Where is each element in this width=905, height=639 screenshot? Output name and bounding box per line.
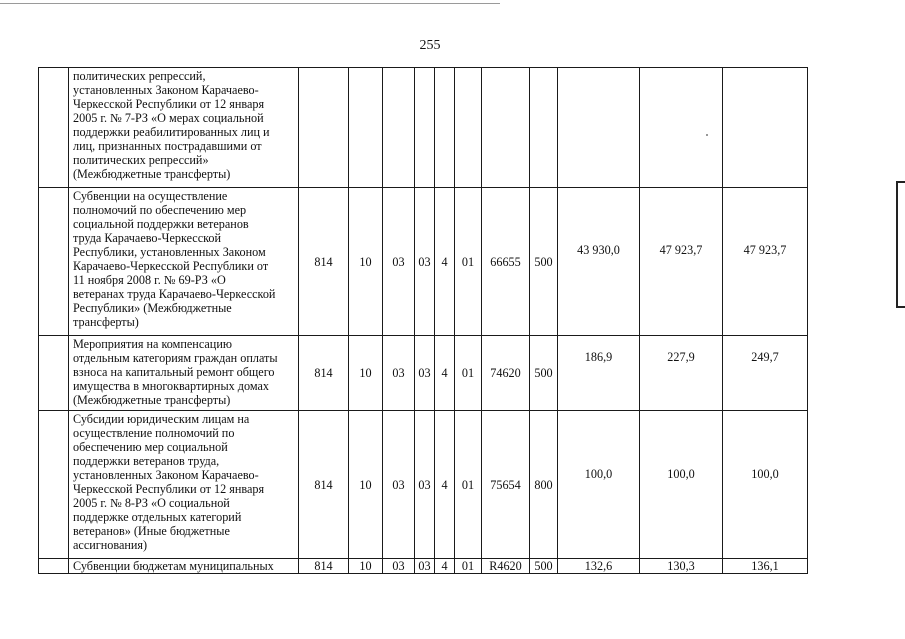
amount-year-2-cell: 227,9 — [640, 336, 723, 411]
table-row — [39, 411, 808, 559]
direction-code-cell: 66655 — [482, 188, 530, 336]
row-name-cell: Субсидии юридическим лицам на осуществление полномочий по обеспечению мер социальной поддержки ветеранов труда, установленных Законом Карачаево- Черкесской Республики от 12 января 2005 г. № 8-РЗ «О социальной поддержке отдельных категорий ветеранов» (Иные бюджетные ассигнования) — [69, 411, 299, 559]
binding-bracket — [896, 181, 905, 308]
amount-year-2-cell: 100,0 — [640, 411, 723, 559]
program-code-cell: 03 — [415, 559, 435, 574]
section-code-cell: 10 — [349, 336, 383, 411]
subsection-code-cell — [383, 68, 415, 188]
subsection-code-cell: 03 — [383, 188, 415, 336]
event-code-cell: 01 — [455, 411, 482, 559]
expense-type-cell: 500 — [530, 188, 558, 336]
program-code-cell: 03 — [415, 336, 435, 411]
table-row — [39, 559, 808, 574]
table-row — [39, 68, 808, 188]
subsection-code-cell: 03 — [383, 559, 415, 574]
page-number: 255 — [419, 38, 441, 53]
amount-year-1-cell: 43 930,0 — [558, 188, 640, 336]
program-code-cell — [415, 68, 435, 188]
section-code-cell — [349, 68, 383, 188]
direction-code-cell: 74620 — [482, 336, 530, 411]
scan-top-edge — [0, 3, 500, 4]
subsection-code-cell: 03 — [383, 336, 415, 411]
expense-type-cell: 800 — [530, 411, 558, 559]
amount-year-3-cell: 136,1 — [723, 559, 808, 574]
direction-code-cell — [482, 68, 530, 188]
row-name-cell: политических репрессий, установленных Законом Карачаево- Черкесской Республики от 12 января 2005 г. № 7-РЗ «О мерах социальной поддержки реабилитированных лиц и лиц, признанных пострадавшими от политических репрессий» (Межбюджетные трансферты) — [69, 68, 299, 188]
amount-year-1-cell — [558, 68, 640, 188]
ministry-code-cell: 814 — [299, 336, 349, 411]
table-row — [39, 188, 808, 336]
direction-code-cell: R4620 — [482, 559, 530, 574]
amount-year-2-cell: 47 923,7 — [640, 188, 723, 336]
left-margin-cell — [39, 336, 69, 411]
section-code-cell: 10 — [349, 559, 383, 574]
budget-table — [38, 67, 808, 574]
expense-type-cell: 500 — [530, 559, 558, 574]
program-code-cell: 03 — [415, 188, 435, 336]
amount-year-1-cell: 100,0 — [558, 411, 640, 559]
subsection-code-cell: 03 — [383, 411, 415, 559]
event-code-cell: 01 — [455, 188, 482, 336]
left-margin-cell — [39, 188, 69, 336]
expense-type-cell: 500 — [530, 336, 558, 411]
amount-year-3-cell: 100,0 — [723, 411, 808, 559]
section-code-cell: 10 — [349, 188, 383, 336]
amount-year-1-cell: 186,9 — [558, 336, 640, 411]
amount-year-1-cell: 132,6 — [558, 559, 640, 574]
subprogram-code-cell: 4 — [435, 559, 455, 574]
ministry-code-cell: 814 — [299, 559, 349, 574]
expense-type-cell — [530, 68, 558, 188]
left-margin-cell — [39, 559, 69, 574]
subprogram-code-cell: 4 — [435, 336, 455, 411]
amount-year-3-cell: 47 923,7 — [723, 188, 808, 336]
amount-year-3-cell — [723, 68, 808, 188]
row-name-cell: Мероприятия на компенсацию отдельным категориям граждан оплаты взноса на капитальный ремонт общего имущества в многоквартирных домах (Межбюджетные трансферты) — [69, 336, 299, 411]
amount-year-3-cell: 249,7 — [723, 336, 808, 411]
direction-code-cell: 75654 — [482, 411, 530, 559]
left-margin-cell — [39, 68, 69, 188]
subprogram-code-cell: 4 — [435, 188, 455, 336]
program-code-cell: 03 — [415, 411, 435, 559]
amount-year-2-cell — [640, 68, 723, 188]
subprogram-code-cell: 4 — [435, 411, 455, 559]
scan-speck — [706, 134, 708, 136]
event-code-cell: 01 — [455, 336, 482, 411]
left-margin-cell — [39, 411, 69, 559]
event-code-cell: 01 — [455, 559, 482, 574]
amount-year-2-cell: 130,3 — [640, 559, 723, 574]
subprogram-code-cell — [435, 68, 455, 188]
ministry-code-cell: 814 — [299, 188, 349, 336]
row-name-cell: Субвенции бюджетам муниципальных — [69, 559, 299, 574]
ministry-code-cell — [299, 68, 349, 188]
section-code-cell: 10 — [349, 411, 383, 559]
ministry-code-cell: 814 — [299, 411, 349, 559]
table-row — [39, 336, 808, 411]
event-code-cell — [455, 68, 482, 188]
row-name-cell: Субвенции на осуществление полномочий по обеспечению мер социальной поддержки ветеранов труда Карачаево-Черкесской Республики, установленных Законом Карачаево-Черкесской Республики от 11 ноября 2008 г. № 69-РЗ «О ветеранах труда Карачаево-Черкесской Республики» (Межбюджетные трансферты) — [69, 188, 299, 336]
